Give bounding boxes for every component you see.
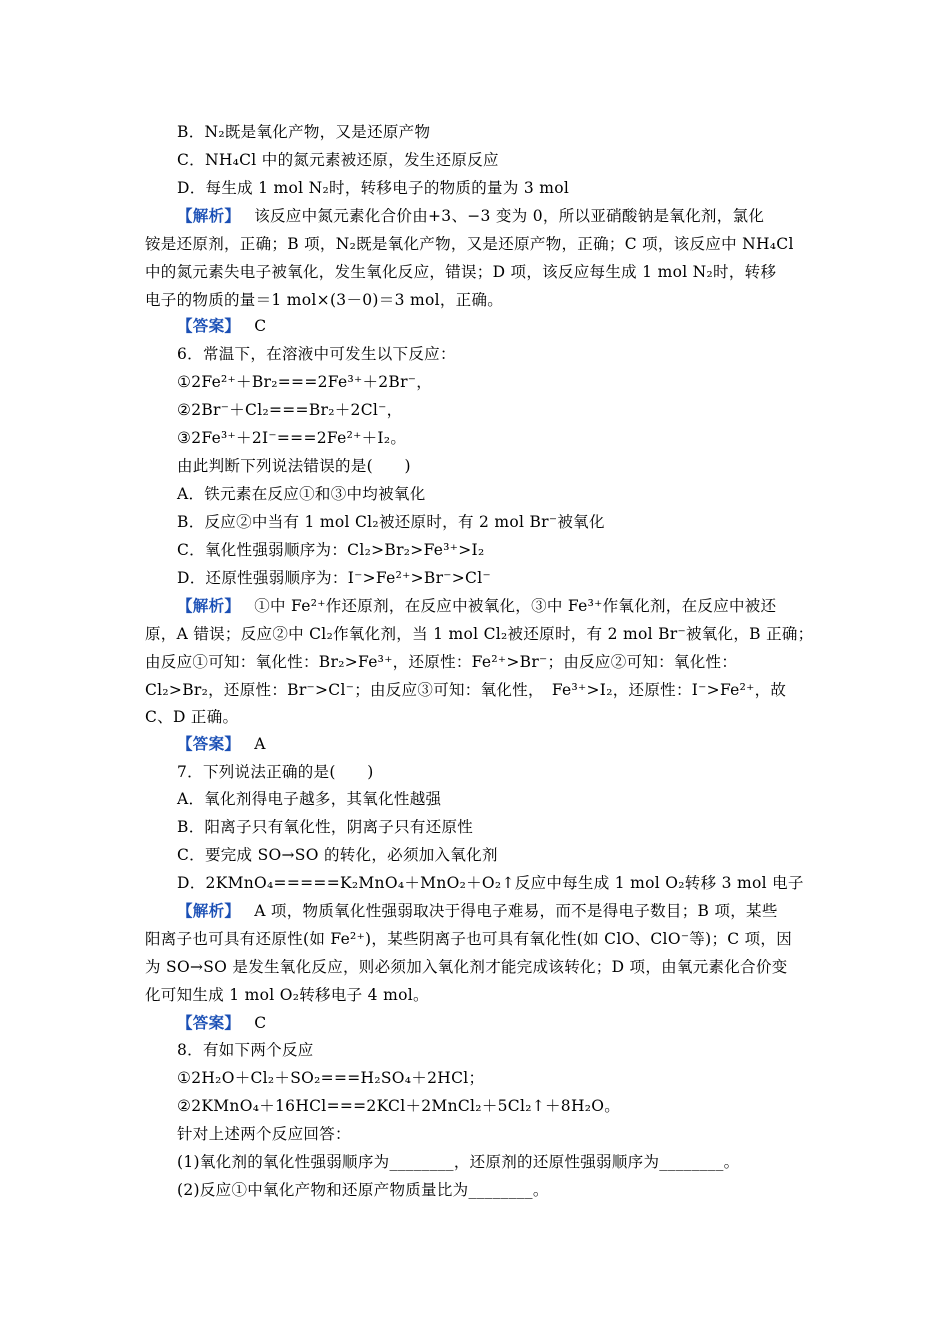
- answer-tag: 【答案】: [177, 734, 241, 753]
- q6-answer: 【答案】 A: [177, 734, 266, 753]
- q7-answer: 【答案】 C: [177, 1013, 267, 1032]
- q7-analysis-line-4: 化可知生成 1 mol O₂转移电子 4 mol。: [145, 986, 429, 1004]
- q7-analysis-line-3: 为 SO→SO 是发生氧化反应，则必须加入氧化剂才能完成该转化；D 项，由氧元素化合价变: [145, 958, 788, 976]
- q5-answer: 【答案】 C: [177, 316, 267, 335]
- q8-ask: 针对上述两个反应回答：: [177, 1125, 351, 1143]
- q7-stem: 7．下列说法正确的是( ): [177, 763, 374, 781]
- q8-stem: 8．有如下两个反应: [177, 1041, 314, 1059]
- q8-reaction-1: ①2H₂O＋Cl₂＋SO₂===H₂SO₄＋2HCl；: [177, 1069, 485, 1087]
- q6-reaction-1: ①2Fe²⁺＋Br₂===2Fe³⁺＋2Br⁻，: [177, 373, 433, 391]
- q8-subquestion-1: (1)氧化剂的氧化性强弱顺序为________，还原剂的还原性强弱顺序为________。: [177, 1153, 740, 1171]
- analysis-tag: 【解析】: [177, 901, 241, 920]
- q6-analysis-line-1: 【解析】 ①中 Fe²⁺作还原剂，在反应中被氧化，③中 Fe³⁺作氧化剂，在反应中被还: [177, 596, 777, 615]
- q8-subquestion-2: (2)反应①中氧化产物和还原产物质量比为________。: [177, 1181, 549, 1199]
- q5-option-c: C．NH₄Cl 中的氮元素被还原，发生还原反应: [177, 151, 499, 169]
- analysis-tag: 【解析】: [177, 206, 241, 225]
- q6-analysis-line-5: C、D 正确。: [145, 708, 239, 726]
- q6-reaction-3: ③2Fe³⁺＋2I⁻===2Fe²⁺＋I₂。: [177, 429, 407, 447]
- q6-stem: 6．常温下，在溶液中可发生以下反应：: [177, 345, 456, 363]
- q5-analysis-line-1: 【解析】 该反应中氮元素化合价由+3、−3 变为 0，所以亚硝酸钠是氧化剂，氯化: [177, 206, 765, 225]
- q5-analysis-line-4: 电子的物质的量＝1 mol×(3－0)＝3 mol，正确。: [145, 291, 504, 309]
- q6-ask: 由此判断下列说法错误的是( ): [177, 457, 411, 475]
- q6-option-a: A．铁元素在反应①和③中均被氧化: [177, 485, 426, 503]
- answer-tag: 【答案】: [177, 1013, 241, 1032]
- answer-tag: 【答案】: [177, 316, 241, 335]
- q6-analysis-line-2: 原，A 错误；反应②中 Cl₂作氧化剂，当 1 mol Cl₂被还原时，有 2 mol Br⁻被氧化，B 正确；: [145, 625, 814, 643]
- q7-option-a: A．氧化剂得电子越多，其氧化性越强: [177, 790, 442, 808]
- q7-option-b: B．阳离子只有氧化性，阴离子只有还原性: [177, 818, 474, 836]
- analysis-tag: 【解析】: [177, 596, 241, 615]
- q5-option-b: B．N₂既是氧化产物，又是还原产物: [177, 123, 431, 141]
- q6-option-b: B．反应②中当有 1 mol Cl₂被还原时，有 2 mol Br⁻被氧化: [177, 513, 605, 531]
- q5-analysis-line-3: 中的氮元素失电子被氧化，发生氧化反应，错误；D 项，该反应每生成 1 mol N₂时，转移: [145, 263, 777, 281]
- q6-analysis-line-3: 由反应①可知：氧化性：Br₂>Fe³⁺，还原性：Fe²⁺>Br⁻；由反应②可知：氧化性：: [145, 653, 738, 671]
- q5-analysis-line-2: 铵是还原剂，正确；B 项，N₂既是氧化产物，又是还原产物，正确；C 项，该反应中 NH₄Cl: [145, 235, 794, 253]
- q7-option-d: D．2KMnO₄=====K₂MnO₄＋MnO₂＋O₂↑反应中每生成 1 mol O₂转移 3 mol 电子: [177, 874, 804, 892]
- q7-analysis-line-2: 阳离子也可具有还原性(如 Fe²⁺)，某些阴离子也可具有氧化性(如 ClO、ClO⁻等)；C 项，因: [145, 930, 793, 948]
- q6-analysis-line-4: Cl₂>Br₂，还原性：Br⁻>Cl⁻；由反应③可知：氧化性， Fe³⁺>I₂，还原性：I⁻>Fe²⁺，故: [145, 681, 787, 699]
- q6-option-c: C．氧化性强弱顺序为：Cl₂>Br₂>Fe³⁺>I₂: [177, 541, 485, 559]
- q6-reaction-2: ②2Br⁻＋Cl₂===Br₂＋2Cl⁻，: [177, 401, 403, 419]
- q5-option-d: D．每生成 1 mol N₂时，转移电子的物质的量为 3 mol: [177, 179, 570, 197]
- q7-option-c: C．要完成 SO→SO 的转化，必须加入氧化剂: [177, 846, 498, 864]
- q7-analysis-line-1: 【解析】 A 项，物质氧化性强弱取决于得电子难易，而不是得电子数目；B 项，某些: [177, 901, 778, 920]
- q6-option-d: D．还原性强弱顺序为：I⁻>Fe²⁺>Br⁻>Cl⁻: [177, 569, 491, 587]
- q8-reaction-2: ②2KMnO₄＋16HCl===2KCl＋2MnCl₂＋5Cl₂↑＋8H₂O。: [177, 1097, 621, 1115]
